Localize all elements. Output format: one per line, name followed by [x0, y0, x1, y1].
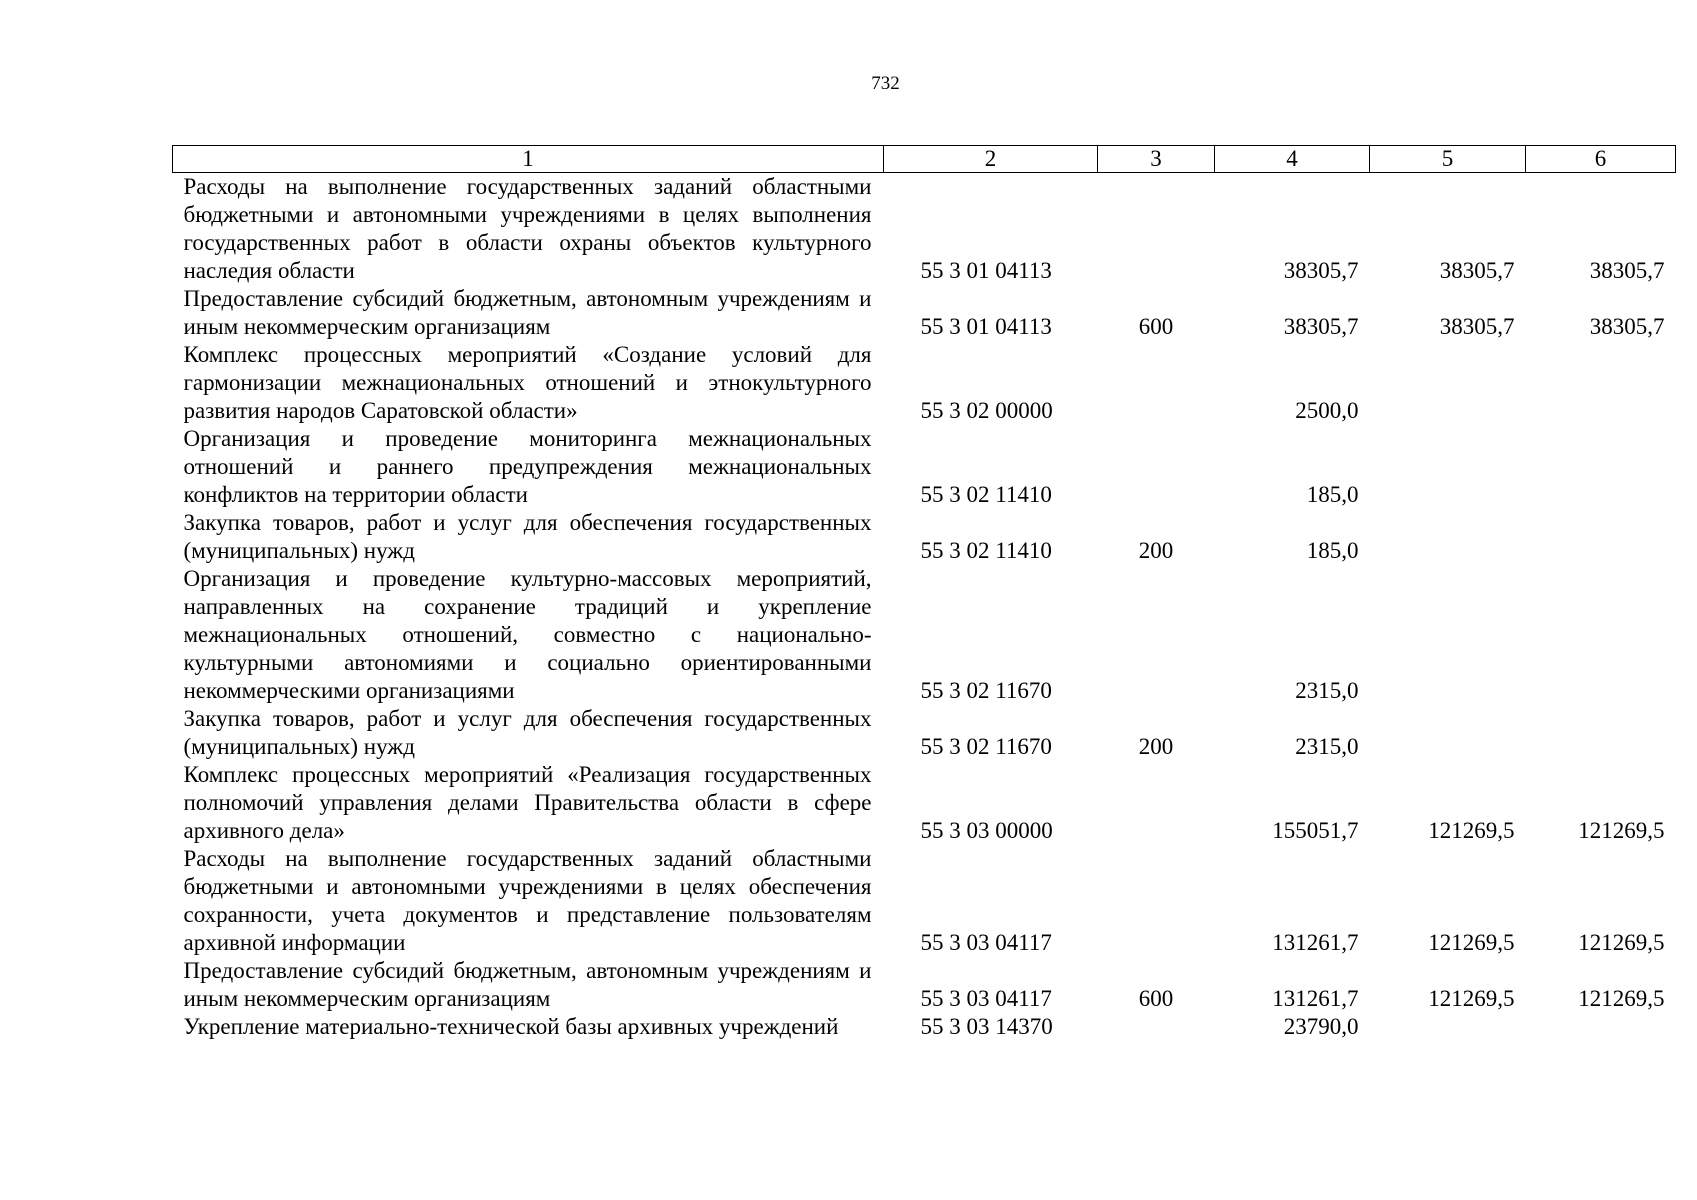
- row-type: [1098, 845, 1215, 957]
- row-name: Организация и проведение культурно-массовых мероприятий, направленных на сохранение традиций и укрепление межнациональных отношений, совместно с национально-культурными автономиями и социально ориентированными некоммерческими организациями: [183, 566, 872, 703]
- row-type: [1098, 425, 1215, 509]
- table-row: [173, 1013, 1676, 1041]
- row-value-6: 121269,5: [1578, 930, 1665, 955]
- row-value-6: [1526, 425, 1676, 509]
- row-name: Предоставление субсидий бюджетным, автономным учреждениям и иным некоммерческим организациям: [183, 286, 872, 339]
- row-name: Укрепление материально-технической базы архивных учреждений: [183, 1014, 839, 1039]
- row-value-6: [1526, 509, 1676, 565]
- column-header-6: 6: [1526, 146, 1676, 173]
- row-value-5: 121269,5: [1428, 930, 1515, 955]
- row-value-5: 121269,5: [1428, 986, 1515, 1011]
- row-value-6: 38305,7: [1589, 314, 1665, 339]
- row-value-5: 121269,5: [1428, 818, 1515, 843]
- row-value-5: [1370, 565, 1526, 705]
- row-type: [1098, 173, 1215, 286]
- row-value-4: 38305,7: [1283, 314, 1359, 339]
- budget-table: [172, 145, 1676, 1041]
- row-type: 600: [1138, 314, 1174, 339]
- row-code: 55 3 03 00000: [920, 818, 1053, 843]
- row-name: Расходы на выполнение государственных заданий областными бюджетными и автономными учреждениями в целях выполнения государственных работ в области охраны объектов культурного наследия области: [183, 174, 872, 283]
- row-code: 55 3 01 04113: [920, 258, 1052, 283]
- row-type: [1098, 761, 1215, 845]
- row-code: 55 3 02 11670: [920, 734, 1052, 759]
- column-header-2: 2: [884, 146, 1098, 173]
- row-code: 55 3 02 11410: [920, 482, 1052, 507]
- table-row: [173, 341, 1676, 425]
- row-value-4: 23790,0: [1283, 1014, 1359, 1039]
- table-row: [173, 761, 1676, 845]
- row-value-6: [1526, 1013, 1676, 1041]
- row-value-6: [1526, 565, 1676, 705]
- row-value-6: 121269,5: [1578, 986, 1665, 1011]
- table-row: [173, 509, 1676, 565]
- row-value-4: 185,0: [1306, 538, 1359, 563]
- row-value-4: 185,0: [1306, 482, 1359, 507]
- row-value-4: 38305,7: [1283, 258, 1359, 283]
- row-type: [1098, 341, 1215, 425]
- row-type: 200: [1138, 538, 1174, 563]
- row-code: 55 3 03 04117: [920, 930, 1052, 955]
- row-value-5: [1370, 341, 1526, 425]
- column-header-1: 1: [173, 146, 884, 173]
- row-value-4: 2500,0: [1295, 398, 1359, 423]
- row-type: [1098, 1013, 1215, 1041]
- row-code: 55 3 02 11670: [920, 678, 1052, 703]
- row-value-5: [1370, 705, 1526, 761]
- row-name: Закупка товаров, работ и услуг для обеспечения государственных (муниципальных) нужд: [183, 706, 872, 759]
- row-code: 55 3 02 00000: [920, 398, 1053, 423]
- table-row: [173, 705, 1676, 761]
- row-value-4: 155051,7: [1272, 818, 1359, 843]
- row-type: 600: [1138, 986, 1174, 1011]
- row-code: 55 3 01 04113: [920, 314, 1052, 339]
- row-value-4: 131261,7: [1272, 986, 1359, 1011]
- row-name: Организация и проведение мониторинга межнациональных отношений и раннего предупреждения межнациональных конфликтов на территории области: [183, 426, 872, 507]
- row-value-5: [1370, 1013, 1526, 1041]
- table-row: [173, 285, 1676, 341]
- column-header-5: 5: [1370, 146, 1526, 173]
- row-value-6: 121269,5: [1578, 818, 1665, 843]
- row-value-4: 2315,0: [1295, 734, 1359, 759]
- row-value-4: 131261,7: [1272, 930, 1359, 955]
- row-code: 55 3 03 14370: [920, 1014, 1053, 1039]
- row-value-4: 2315,0: [1295, 678, 1359, 703]
- table-row: [173, 425, 1676, 509]
- row-type: 200: [1138, 734, 1174, 759]
- row-code: 55 3 03 04117: [920, 986, 1052, 1011]
- row-name: Закупка товаров, работ и услуг для обеспечения государственных (муниципальных) нужд: [183, 510, 872, 563]
- row-value-5: [1370, 509, 1526, 565]
- row-code: 55 3 02 11410: [920, 538, 1052, 563]
- row-value-5: 38305,7: [1439, 258, 1515, 283]
- row-value-6: [1526, 705, 1676, 761]
- table-row: [173, 957, 1676, 1013]
- table-row: [173, 173, 1676, 286]
- table-row: [173, 845, 1676, 957]
- table-row: [173, 565, 1676, 705]
- row-name: Комплекс процессных мероприятий «Создание условий для гармонизации межнациональных отношений и этнокультурного развития народов Саратовской области»: [183, 342, 872, 423]
- row-value-5: [1370, 425, 1526, 509]
- column-header-3: 3: [1098, 146, 1215, 173]
- row-value-6: [1526, 341, 1676, 425]
- row-name: Комплекс процессных мероприятий «Реализация государственных полномочий управления делами Правительства области в сфере архивного дела»: [183, 762, 872, 843]
- row-type: [1098, 565, 1215, 705]
- row-name: Предоставление субсидий бюджетным, автономным учреждениям и иным некоммерческим организациям: [183, 958, 872, 1011]
- row-value-6: 38305,7: [1589, 258, 1665, 283]
- table-header-row: [173, 146, 1676, 173]
- row-value-5: 38305,7: [1439, 314, 1515, 339]
- column-header-4: 4: [1215, 146, 1370, 173]
- page-number: 732: [871, 73, 900, 94]
- row-name: Расходы на выполнение государственных заданий областными бюджетными и автономными учреждениями в целях обеспечения сохранности, учета документов и представление пользователям архивной информации: [183, 846, 872, 955]
